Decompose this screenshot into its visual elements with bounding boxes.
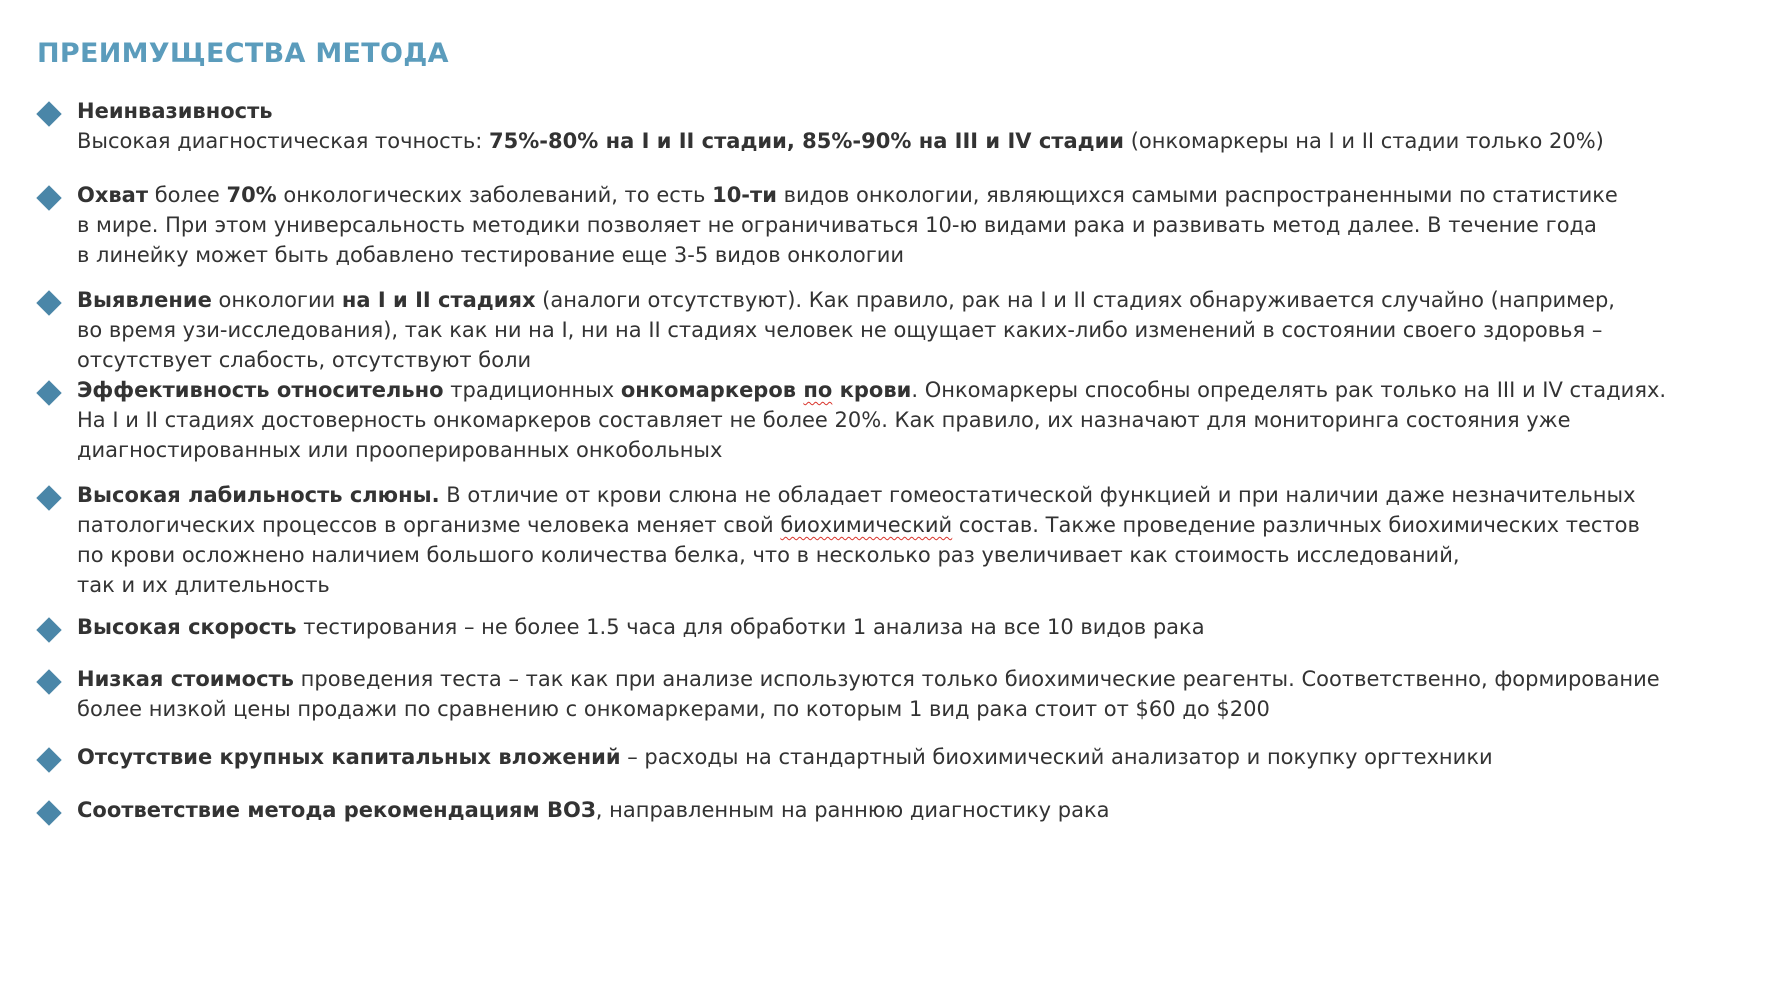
text-line	[77, 480, 1747, 510]
diamond-bullet-icon	[36, 290, 61, 315]
text-line	[77, 664, 1747, 694]
bold-text: крови	[832, 378, 912, 402]
bold-text: 75%-80% на I и II стадии, 85%-90% на III и IV стадии	[489, 129, 1125, 153]
text-segment: проведения теста – так как при анализе используются только биохимические реагенты. Соответственно, формирование	[293, 667, 1660, 691]
text-segment: патологических процессов в организме человека меняет свой	[77, 513, 781, 537]
bold-text: Эффективность относительно	[77, 378, 444, 402]
text-segment: В отличие от крови слюна не обладает гомеостатической функцией и при наличии даже незначительных	[439, 483, 1636, 507]
diamond-bullet-icon	[36, 485, 61, 510]
list-item-text	[77, 664, 1747, 724]
bold-text: Высокая лабильность слюны.	[77, 483, 440, 507]
text-line	[77, 694, 1747, 724]
list-item	[37, 480, 1737, 600]
text-line	[77, 180, 1747, 210]
list-item-text	[77, 180, 1747, 270]
list-item	[37, 742, 1737, 772]
text-segment: , направленным на раннюю диагностику рака	[595, 798, 1110, 822]
bold-text: на I и II стадиях	[341, 288, 536, 312]
text-line	[77, 240, 1747, 270]
text-segment: На I и II стадиях достоверность онкомаркеров составляет не более 20%. Как правило, их назначают для мониторинга состояния уже	[77, 408, 1571, 432]
bold-text: Отсутствие крупных капитальных вложений	[77, 745, 621, 769]
text-segment: (онкомаркеры на I и II стадии только 20%)	[1124, 129, 1604, 153]
diamond-bullet-icon	[36, 800, 61, 825]
text-line	[77, 210, 1747, 240]
text-segment: более	[148, 183, 227, 207]
text-line	[77, 612, 1747, 642]
text-line	[77, 435, 1747, 465]
text-segment: видов онкологии, являющихся самыми распространенными по статистике	[776, 183, 1618, 207]
list-item-text	[77, 96, 1747, 156]
bold-text: Соответствие метода рекомендациям ВОЗ	[77, 798, 596, 822]
text-segment: биохимический	[780, 513, 953, 537]
list-item-text	[77, 742, 1747, 772]
bold-text: Низкая стоимость	[77, 667, 294, 691]
diamond-bullet-icon	[36, 669, 61, 694]
text-line	[77, 285, 1747, 315]
text-line	[77, 96, 1747, 126]
bold-text: Выявление	[77, 288, 212, 312]
text-segment: в линейку может быть добавлено тестирование еще 3-5 видов онкологии	[77, 243, 905, 267]
text-segment: отсутствует слабость, отсутствуют боли	[77, 348, 532, 372]
list-item	[37, 96, 1737, 156]
bold-text: 70%	[226, 183, 277, 207]
text-line	[77, 742, 1747, 772]
list-item	[37, 795, 1737, 825]
text-segment: по крови осложнено наличием большого количества белка, что в несколько раз увеличивает как стоимость исследований,	[77, 543, 1460, 567]
list-item-text	[77, 480, 1747, 600]
text-line	[77, 510, 1747, 540]
bold-text: 10-ти	[712, 183, 777, 207]
text-segment: в мире. При этом универсальность методики позволяет не ограничиваться 10-ю видами рака и развивать метод далее. В течение года	[77, 213, 1597, 237]
list-item-text	[77, 795, 1747, 825]
list-item-text	[77, 375, 1747, 465]
bold-text: по	[803, 378, 833, 402]
list-item-text	[77, 612, 1747, 642]
page-title: ПРЕИМУЩЕСТВА МЕТОДА	[37, 38, 449, 69]
text-segment: во время узи-исследования), так как ни на I, ни на II стадиях человек не ощущает каких-либо изменений в состоянии своего здоровья –	[77, 318, 1603, 342]
text-segment: – расходы на стандартный биохимический анализатор и покупку оргтехники	[620, 745, 1493, 769]
list-item	[37, 664, 1737, 724]
list-item	[37, 375, 1737, 465]
list-item-text	[77, 285, 1747, 375]
text-line	[77, 570, 1747, 600]
text-line	[77, 540, 1747, 570]
text-segment: Высокая диагностическая точность:	[77, 129, 490, 153]
text-line	[77, 375, 1747, 405]
text-segment: тестирования – не более 1.5 часа для обработки 1 анализа на все 10 видов рака	[296, 615, 1205, 639]
diamond-bullet-icon	[36, 747, 61, 772]
text-segment: состав. Также проведение различных биохимических тестов	[952, 513, 1640, 537]
bold-text: Высокая скорость	[77, 615, 297, 639]
diamond-bullet-icon	[36, 380, 61, 405]
text-segment: (аналоги отсутствуют). Как правило, рак на I и II стадиях обнаруживается случайно (например,	[535, 288, 1615, 312]
text-segment: онкологии	[211, 288, 342, 312]
bold-text: Охват	[77, 183, 149, 207]
diamond-bullet-icon	[36, 617, 61, 642]
text-line	[77, 795, 1747, 825]
text-line	[77, 405, 1747, 435]
text-line	[77, 126, 1747, 156]
diamond-bullet-icon	[36, 185, 61, 210]
diamond-bullet-icon	[36, 101, 61, 126]
bold-text: Неинвазивность	[77, 99, 273, 123]
text-segment: диагностированных или прооперированных онкобольных	[77, 438, 723, 462]
list-item	[37, 612, 1737, 642]
bold-text: онкомаркеров	[620, 378, 804, 402]
text-line	[77, 345, 1747, 375]
text-segment: более низкой цены продажи по сравнению с онкомаркерами, по которым 1 вид рака стоит от $60 до $200	[77, 697, 1270, 721]
text-segment: традиционных	[443, 378, 621, 402]
text-line	[77, 315, 1747, 345]
text-segment: . Онкомаркеры способны определять рак только на III и IV стадиях.	[911, 378, 1667, 402]
text-segment: онкологических заболеваний, то есть	[276, 183, 713, 207]
text-segment: так и их длительность	[77, 573, 330, 597]
list-item	[37, 180, 1737, 270]
list-item	[37, 285, 1737, 375]
